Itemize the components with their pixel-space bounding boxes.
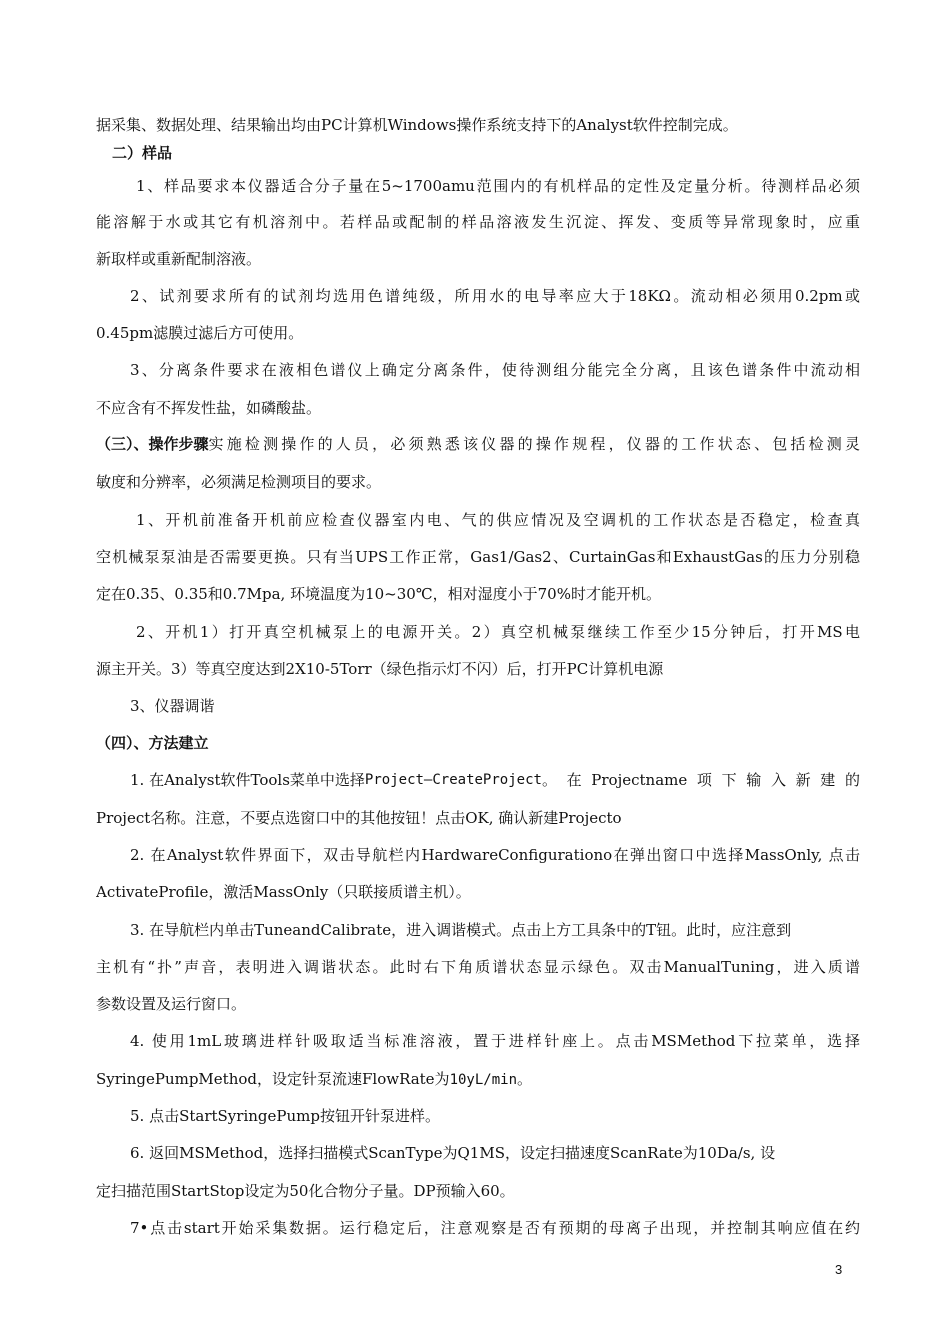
paragraph-line: 3. 在导航栏内单击TuneandCalibrate，进入调谐模式。点击上方工具条中的T钮。此时，应注意到 — [130, 921, 792, 939]
page-number: 3 — [835, 1262, 843, 1277]
paragraph-line: 参数设置及运行窗口。 — [96, 995, 247, 1013]
paragraph-line: 不应含有不挥发性盐，如磷酸盐。 — [96, 399, 322, 417]
section-heading: （三）、操作步骤 — [96, 435, 209, 453]
paragraph-line: 6. 返回MSMethod，选择扫描模式ScanType为Q1MS，设定扫描速度ScanRate为10Da/s, 设 — [130, 1144, 776, 1162]
section-heading: 二）样品 — [112, 144, 173, 162]
paragraph-line: 2、试剂要求所有的试剂均选用色谱纯级，所用水的电导率应大于18KΩ。流动相必须用0.2pm或 — [130, 287, 860, 305]
paragraph-line: 1、开机前准备开机前应检查仪器室内电、气的供应情况及空调机的工作状态是否稳定，检查真 — [136, 511, 860, 529]
paragraph-line: 据采集、数据处理、结果输出均由PC计算机Windows操作系统支持下的Analyst软件控制完成。 — [96, 116, 738, 134]
paragraph-line: 3、分离条件要求在液相色谱仪上确定分离条件，使待测组分能完全分离，且该色谱条件中流动相 — [130, 361, 860, 379]
menu-path-text: Project—CreateProject — [364, 772, 542, 788]
paragraph-line: 0.45pm滤膜过滤后方可使用。 — [96, 324, 304, 342]
paragraph-line: 3、仪器调谐 — [130, 697, 215, 715]
paragraph-line: 源主开关。3）等真空度达到2X10-5Torr（绿色指示灯不闪）后，打开PC计算机电源 — [96, 660, 664, 678]
paragraph-line: 定在0.35、0.35和0.7Mpa, 环境温度为10~30℃，相对湿度小于70%时才能开机。 — [96, 585, 661, 603]
paragraph-text: 实施检测操作的人员，必须熟悉该仪器的操作规程，仪器的工作状态、包括检测灵 — [208, 435, 860, 453]
paragraph-line: 新取样或重新配制溶液。 — [96, 250, 262, 268]
section-heading: （四）、方法建立 — [96, 734, 209, 752]
paragraph-line — [96, 1069, 860, 1090]
paragraph-text: 。在Projectname项下输入新建的 — [541, 771, 860, 789]
paragraph-line: 5. 点击StartSyringePump按钮开针泵进样。 — [130, 1107, 440, 1125]
paragraph-line: 敏度和分辨率，必须满足检测项目的要求。 — [96, 473, 382, 491]
paragraph-text: 1. 在Analyst软件Tools菜单中选择 — [130, 771, 365, 789]
paragraph-line: 定扫描范围StartStop设定为50化合物分子量。DP预输入60。 — [96, 1182, 515, 1200]
paragraph-line: 7•点击start开始采集数据。运行稳定后，注意观察是否有预期的母离子出现，并控制其响应值在约 — [130, 1219, 860, 1237]
paragraph-line: 2. 在Analyst软件界面下，双击导航栏内HardwareConfigurationo在弹出窗口中选择MassOnly, 点击 — [130, 846, 860, 864]
paragraph-text: 。 — [517, 1070, 533, 1088]
paragraph-line — [96, 434, 860, 454]
paragraph-line: 能溶解于水或其它有机溶剂中。若样品或配制的样品溶液发生沉淀、挥发、变质等异常现象时，应重 — [96, 213, 860, 231]
paragraph-text: SyringePumpMethod，设定针泵流速FlowRate为 — [96, 1070, 450, 1088]
flow-rate-value: 10yL/min — [449, 1072, 517, 1088]
paragraph-line: 4. 使用1mL玻璃进样针吸取适当标准溶液，置于进样针座上。点击MSMethod下拉菜单，选择 — [130, 1032, 860, 1050]
paragraph-line: 空机械泵泵油是否需要更换。只有当UPS工作正常，Gas1/Gas2、CurtainGas和ExhaustGas的压力分别稳 — [96, 548, 860, 566]
paragraph-line: 1、样品要求本仪器适合分子量在5~1700amu范围内的有机样品的定性及定量分析。待测样品必须 — [136, 177, 860, 195]
paragraph-line: Project名称。注意，不要点选窗口中的其他按钮！点击OK, 确认新建Projecto — [96, 809, 622, 827]
paragraph-line — [130, 770, 860, 790]
paragraph-line: ActivateProfile，激活MassOnly（只联接质谱主机）。 — [96, 883, 471, 901]
paragraph-line: 2、开机1）打开真空机械泵上的电源开关。2）真空机械泵继续工作至少15分钟后，打开MS电 — [136, 623, 860, 641]
paragraph-line: 主机有“扑”声音，表明进入调谐状态。此时右下角质谱状态显示绿色。双击ManualTuning，进入质谱 — [96, 958, 860, 976]
